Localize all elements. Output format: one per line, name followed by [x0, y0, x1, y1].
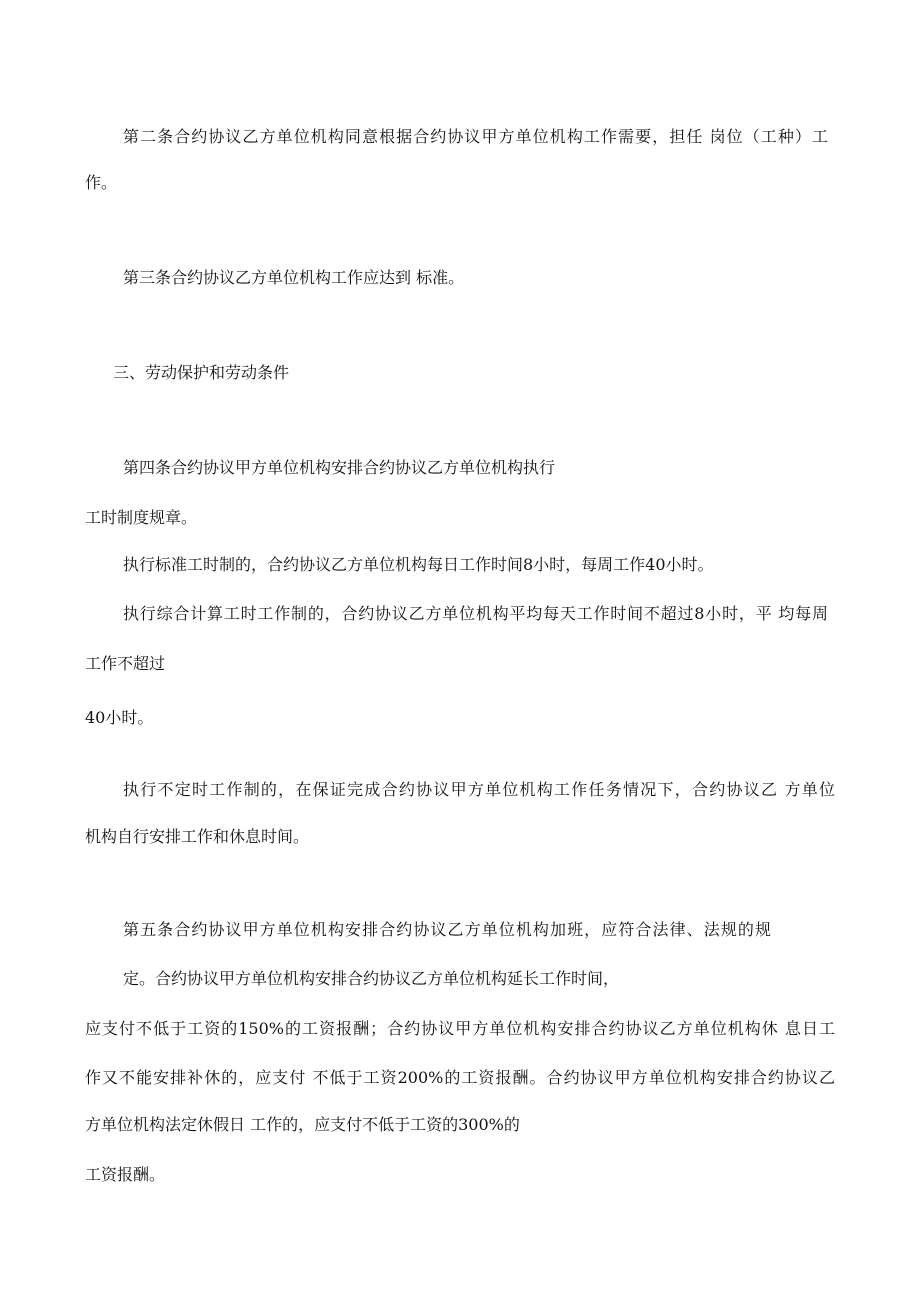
article-5-line-2: 定。合约协议甲方单位机构安排合约协议乙方单位机构延长工作时间，: [123, 969, 620, 988]
article-5-line-3: 应支付不低于工资的150%的工资报酬；合约协议甲方单位机构安排合约协议乙方单位机构休 息日工: [85, 1019, 835, 1038]
article-5-line-6: 工资报酬。: [85, 1165, 166, 1184]
article-2-line-2: 作。: [85, 173, 118, 192]
article-5-line-5: 方单位机构法定休假日 工作的，应支付不低于工资的300%的: [85, 1115, 520, 1134]
article-5-line-4: 作又不能安排补休的，应支付 不低于工资200%的工资报酬。合约协议甲方单位机构安排合约协议乙: [85, 1068, 835, 1087]
article-4-line-2: 工时制度规章。: [85, 508, 198, 527]
comprehensive-hours-line-1: 执行综合计算工时工作制的，合约协议乙方单位机构平均每天工作时间不超过8小时，平 均每周: [123, 604, 828, 623]
comprehensive-hours-line-2: 工作不超过: [85, 654, 166, 673]
comprehensive-hours-line-3: 40小时。: [85, 708, 154, 727]
flexible-hours-line-2: 机构自行安排工作和休息时间。: [85, 827, 310, 846]
article-3: 第三条合约协议乙方单位机构工作应达到 标准。: [123, 268, 465, 287]
article-5-line-1: 第五条合约协议甲方单位机构安排合约协议乙方单位机构加班，应符合法律、法规的规: [123, 920, 771, 939]
standard-hours-paragraph: 执行标准工时制的，合约协议乙方单位机构每日工作时间8小时，每周工作40小时。: [123, 555, 714, 574]
article-2-line-1: 第二条合约协议乙方单位机构同意根据合约协议甲方单位机构工作需要，担任 岗位（工种）工: [123, 127, 828, 146]
flexible-hours-line-1: 执行不定时工作制的，在保证完成合约协议甲方单位机构工作任务情况下，合约协议乙 方单位: [123, 780, 835, 799]
section-heading-3: 三、劳动保护和劳动条件: [113, 363, 290, 382]
article-4-line-1: 第四条合约协议甲方单位机构安排合约协议乙方单位机构执行: [123, 458, 556, 477]
